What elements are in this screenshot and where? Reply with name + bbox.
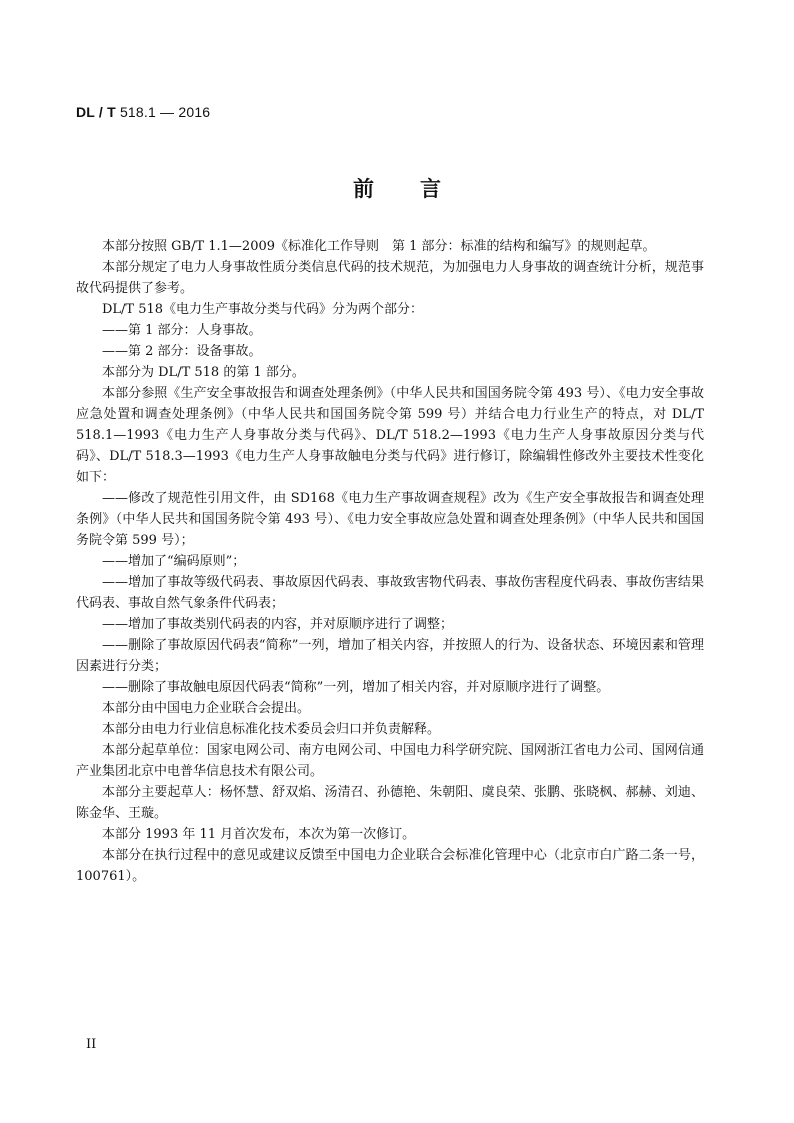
paragraph: 本部分主要起草人：杨怀慧、舒双焰、汤清召、孙德艳、朱朝阳、虞良荣、张鹏、张晓枫、郝赫、刘迪、陈金华、王璇。 [76,785,704,821]
document-code [76,104,210,120]
document-code-number: 518.1 — 2016 [119,104,211,120]
foreword-body [76,236,704,887]
page-title: 前言 [353,176,487,201]
list-item: ——修改了规范性引用文件，由 SD168《电力生产事故调查规程》改为《生产安全事故报告和调查处理条例》（中华人民共和国国务院令第 493 号）、《电力安全事故应急处置和调查处理条例》（中华人民共和国国务院令第 599 号）； [76,491,704,548]
paragraph: 本部分规定了电力人身事故性质分类信息代码的技术规范，为加强电力人身事故的调查统计分析，规范事故代码提供了参考。 [76,260,704,296]
document-code-prefix: DL / T [76,104,116,120]
paragraph: 本部分按照 GB/T 1.1—2009《标准化工作导则 第 1 部分：标准的结构和编写》的规则起草。 [102,239,656,254]
paragraph: 本部分由中国电力企业联合会提出。 [102,701,311,716]
page-number: II [86,1037,97,1052]
paragraph: 本部分参照《生产安全事故报告和调查处理条例》（中华人民共和国国务院令第 493 号）、《电力安全事故应急处置和调查处理条例》（中华人民共和国国务院令第 599 号）并结合电力行业生产的特点，对 DL/T 518.1—1993《电力生产人身事故分类与代码》、DL/T 518.2—1993《电力生产人身事故原因分类与代码》、DL/T 518.3—1993《电力生产人身事故触电分类与代码》进行修订，除编辑性修改外主要技术性变化如下： [76,386,704,485]
list-item: ——第 1 部分：人身事故。 [102,323,262,338]
paragraph: 本部分 1993 年 11 月首次发布，本次为第一次修订。 [102,827,416,842]
paragraph: DL/T 518《电力生产事故分类与代码》分为两个部分： [102,302,424,317]
list-item: ——增加了事故类别代码表的内容，并对原顺序进行了调整； [102,617,454,632]
list-item: ——删除了事故原因代码表“简称”一列，增加了相关内容，并按照人的行为、设备状态、环境因素和管理因素进行分类； [76,638,704,674]
list-item: ——删除了事故触电原因代码表“简称”一列，增加了相关内容，并对原顺序进行了调整。 [102,680,610,695]
paragraph: 本部分在执行过程中的意见或建议反馈至中国电力企业联合会标准化管理中心（北京市白广路二条一号，100761）。 [76,848,704,884]
list-item: ——增加了事故等级代码表、事故原因代码表、事故致害物代码表、事故伤害程度代码表、事故伤害结果代码表、事故自然气象条件代码表； [76,575,704,611]
list-item: ——第 2 部分：设备事故。 [102,344,262,359]
paragraph: 本部分由电力行业信息标准化技术委员会归口并负责解释。 [102,722,441,737]
paragraph: 本部分起草单位：国家电网公司、南方电网公司、中国电力科学研究院、国网浙江省电力公司、国网信通产业集团北京中电普华信息技术有限公司。 [76,743,704,779]
list-item: ——增加了“编码原则”； [102,554,246,569]
paragraph: 本部分为 DL/T 518 的第 1 部分。 [102,365,305,380]
